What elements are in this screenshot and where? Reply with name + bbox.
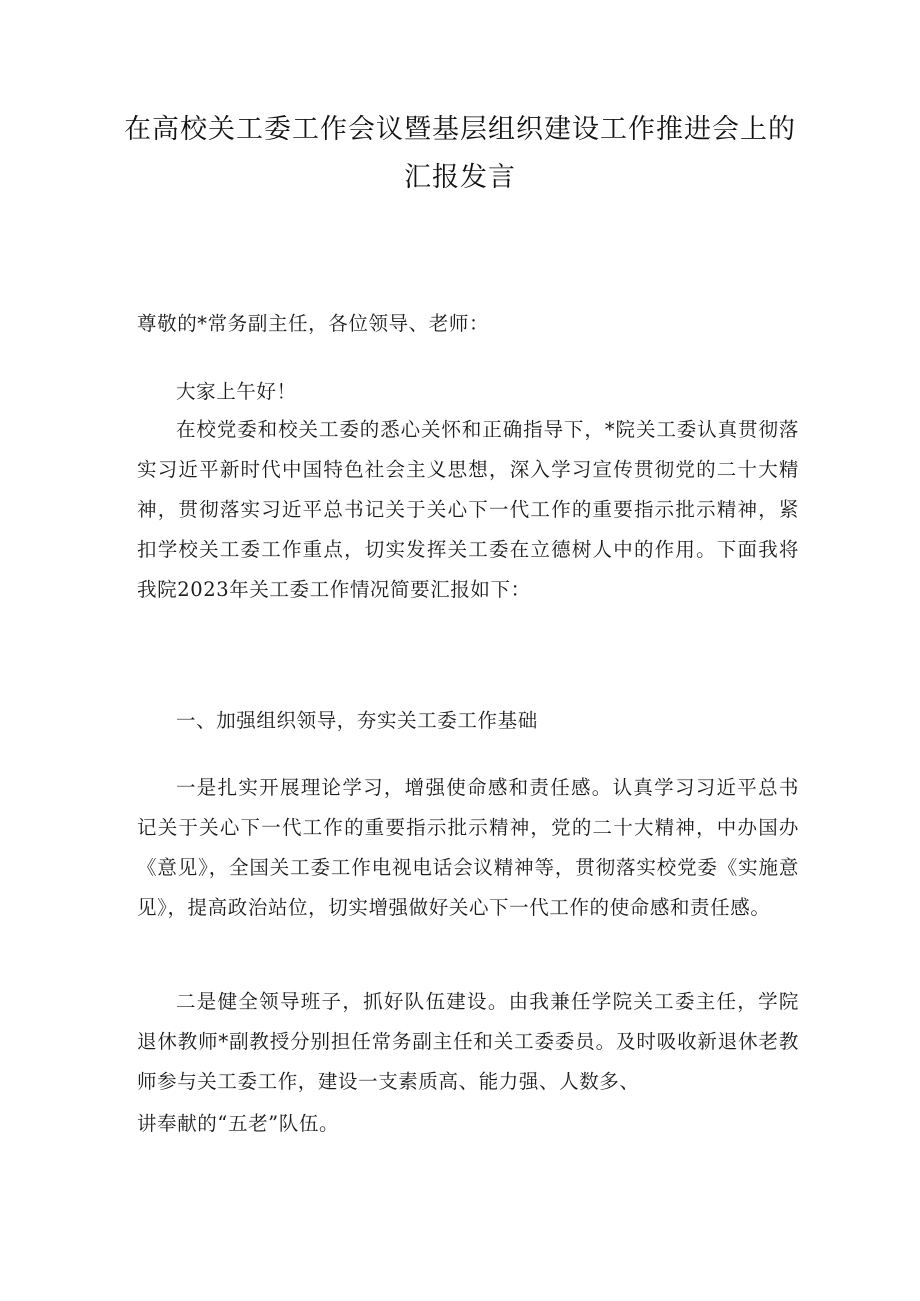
greeting: 大家上午好！ bbox=[176, 380, 297, 403]
point-two-paragraph: 二是健全领导班子，抓好队伍建设。由我兼任学院关工委主任，学院退休教师*副教授分别担任常务副主任和关工委委员。及时吸收新退休老教师参与关工委工作，建设一支素质高、能力强、人数多、 bbox=[137, 990, 799, 1093]
point-one-paragraph: 一是扎实开展理论学习，增强使命感和责任感。认真学习习近平总书记关于关心下一代工作的重要指示批示精神，党的二十大精神，中办国办《意见》，全国关工委工作电视电话会议精神等，贯彻落实校党委《实施意见》，提高政治站位，切实增强做好关心下一代工作的使命感和责任感。 bbox=[137, 776, 799, 919]
section-heading: 一、加强组织领导，夯实关工委工作基础 bbox=[176, 709, 538, 732]
salutation: 尊敬的*常务副主任，各位领导、老师： bbox=[137, 312, 490, 335]
point-two-tail: 讲奉献的“五老”队伍。 bbox=[137, 1112, 340, 1135]
intro-paragraph: 在校党委和校关工委的悉心关怀和正确指导下，*院关工委认真贯彻落实习近平新时代中国特色社会主义思想，深入学习宣传贯彻党的二十大精神，贯彻落实习近平总书记关于关心下一代工作的重要指示批示精神，紧扣学校关工委工作重点，切实发挥关工委在立德树人中的作用。下面我将我院2023年关工委工作情况简要汇报如下： bbox=[137, 418, 799, 601]
document-title: 在高校关工委工作会议暨基层组织建设工作推进会上的汇报发言 bbox=[124, 114, 796, 193]
